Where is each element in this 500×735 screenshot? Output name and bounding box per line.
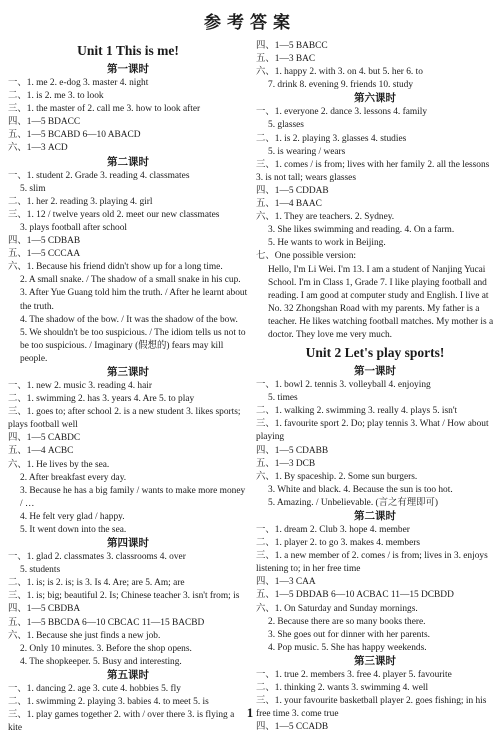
answer-line: 五、1—3 BAC bbox=[256, 54, 316, 65]
answer-line: 4. The shadow of the bow. / It was the shadow of the bow. bbox=[20, 314, 238, 325]
answer-line: 一、1. dream 2. Club 3. hope 4. member bbox=[256, 525, 410, 535]
answer-line: 四、1—5 CDDAB bbox=[256, 185, 329, 196]
answer-line: 四、1—5 BABCC bbox=[256, 41, 328, 51]
answer-line: 4. The shopkeeper. 5. Busy and interesting. bbox=[20, 656, 182, 667]
answer-line: 一、1. dancing 2. age 3. cute 4. hobbies 5. fly bbox=[8, 683, 181, 694]
answer-line: 5. times bbox=[268, 393, 298, 404]
answer-line: 一、1. me 2. e-dog 3. master 4. night bbox=[8, 78, 149, 88]
answer-line: 三、1. the master of 2. call me 3. how to look after bbox=[8, 104, 201, 115]
answer-line: 一、1. bowl 2. tennis 3. volleyball 4. enjoying bbox=[256, 380, 431, 391]
answer-line: 一、1. glad 2. classmates 3. classrooms 4. over bbox=[8, 552, 186, 563]
answer-line: 2. A small snake. / The shadow of a small snake in his cup. bbox=[20, 275, 241, 286]
lesson-heading: 第二课时 bbox=[354, 511, 396, 522]
answer-line: 三、1. favourite sport 2. Do; play tennis 3. What / How about playing bbox=[256, 419, 489, 443]
answer-line: 三、1. your favourite basketball player 2. goes fishing; in his free time 3. come true bbox=[256, 696, 487, 720]
lesson-heading: 第一课时 bbox=[354, 366, 396, 378]
lesson-heading: 第三课时 bbox=[354, 655, 396, 667]
answer-line: 四、1—5 CCADB bbox=[256, 722, 329, 733]
answer-line: 二、1. her 2. reading 3. playing 4. girl bbox=[8, 196, 153, 207]
answer-line: 一、1. new 2. music 3. reading 4. hair bbox=[8, 380, 152, 391]
answer-line: 三、1. 12 / twelve years old 2. meet our new classmates bbox=[8, 209, 220, 220]
answer-line: 五、1—5 CCCAA bbox=[8, 249, 81, 260]
answer-line: 七、One possible version: bbox=[256, 251, 356, 262]
answer-line: 三、1. goes to; after school 2. is a new student 3. likes sports; plays football well bbox=[8, 407, 241, 431]
answer-line: 5. We shouldn't be too suspicious. / The idiom tells us not to be too suspicious. / Imaginary (假想的) fears may kill people. bbox=[20, 327, 246, 364]
lesson-heading: 第一课时 bbox=[107, 64, 149, 75]
answer-line: 一、1. student 2. Grade 3. reading 4. classmates bbox=[8, 170, 190, 181]
answer-line: 四、1—3 CAA bbox=[256, 577, 316, 588]
answer-line: 六、1. Because she just finds a new job. bbox=[8, 630, 161, 641]
unit-heading: Unit 2 Let's play sports! bbox=[305, 345, 445, 361]
answer-line: 5. He wants to work in Beijing. bbox=[268, 238, 386, 249]
answer-line: 三、1. comes / is from; lives with her family 2. all the lessons 3. is not tall; wears glasses bbox=[256, 159, 490, 183]
answer-line: 5. It went down into the sea. bbox=[20, 525, 127, 535]
page-number: 1 bbox=[246, 705, 254, 720]
answer-line: 六、1. On Saturday and Sunday mornings. bbox=[256, 603, 418, 614]
answer-line: 三、1. a new member of 2. comes / is from; lives in 3. enjoys listening to; in her free time bbox=[256, 551, 488, 575]
answer-line: 2. Because there are so many books there. bbox=[268, 616, 426, 627]
left-column bbox=[8, 40, 248, 735]
answer-line: 五、1—4 ACBC bbox=[8, 446, 74, 457]
answer-line: 5. glasses bbox=[268, 120, 304, 131]
answer-line: 六、1. Because his friend didn't show up for a long time. bbox=[8, 262, 223, 273]
answer-line: 二、1. is; is 2. is; is 3. Is 4. Are; are 5. Am; are bbox=[8, 578, 185, 589]
answer-line: 二、1. walking 2. swimming 3. really 4. plays 5. isn't bbox=[256, 406, 458, 417]
answer-line: 5. Amazing. / Unbelievable. (言之有理即可) bbox=[268, 497, 439, 508]
answer-line: 四、1—5 CDABB bbox=[256, 445, 329, 456]
answer-line: 三、1. play games together 2. with / over there 3. is flying a kite bbox=[8, 710, 235, 734]
answer-line: 5. students bbox=[20, 565, 61, 576]
answer-line: 五、1—5 DBDAB 6—10 ACBAC 11—15 DCBDD bbox=[256, 590, 454, 601]
answer-line: 一、1. everyone 2. dance 3. lessons 4. family bbox=[256, 107, 428, 118]
unit-heading: Unit 1 This is me! bbox=[77, 43, 179, 58]
answer-line: 7. drink 8. evening 9. friends 10. study bbox=[268, 80, 414, 91]
lesson-heading: 第四课时 bbox=[107, 538, 149, 550]
answer-line: 四、1—5 BDACC bbox=[8, 117, 81, 128]
answer-line: 3. She goes out for dinner with her parents. bbox=[268, 629, 430, 640]
answer-line: 二、1. swimming 2. playing 3. babies 4. to meet 5. is bbox=[8, 697, 209, 708]
answer-line: 二、1. thinking 2. wants 3. swimming 4. well bbox=[256, 683, 429, 694]
answer-line: 四、1—5 CDBAB bbox=[8, 236, 81, 247]
answer-line: 六、1. By spaceship. 2. Some sun burgers. bbox=[256, 471, 418, 482]
lesson-heading: 第三课时 bbox=[107, 366, 149, 378]
answer-line: 二、1. is 2. playing 3. glasses 4. studies bbox=[256, 133, 407, 144]
answer-line: 4. Pop music. 5. She has happy weekends. bbox=[268, 642, 427, 653]
answer-line: 二、1. swimming 2. has 3. years 4. Are 5. to play bbox=[8, 394, 195, 405]
lesson-heading: 第六课时 bbox=[354, 93, 396, 105]
answer-line: 3. White and black. 4. Because the sun is too hot. bbox=[268, 484, 453, 495]
answer-line: 五、1—3 DCB bbox=[256, 458, 316, 469]
answer-line: 四、1—5 CBDBA bbox=[8, 604, 81, 615]
right-column bbox=[256, 40, 494, 734]
answer-line: 四、1—5 CABDC bbox=[8, 433, 81, 444]
page-title: 参考答案 bbox=[204, 13, 296, 33]
answer-line: 五、1—4 BAAC bbox=[256, 199, 322, 210]
answer-line: 六、1—3 ACD bbox=[8, 143, 68, 154]
lesson-heading: 第五课时 bbox=[107, 669, 149, 681]
answer-line: 六、1. They are teachers. 2. Sydney. bbox=[256, 212, 395, 223]
answer-line: Hello, I'm Li Wei. I'm 13. I am a student of Nanjing Yucai School. I'm in Class 1, Grade 7. I like playing football and reading. I am good at computer study and English. I live at No. 32 Zhongshan Road with my parents. My father is a teacher. He likes watching football matches. My mother is a doctor. They love me very much. bbox=[268, 264, 494, 340]
answer-line: 六、1. He lives by the sea. bbox=[8, 459, 110, 470]
answer-line: 3. She likes swimming and reading. 4. On a farm. bbox=[268, 225, 455, 236]
answer-line: 六、1. happy 2. with 3. on 4. but 5. her 6. to bbox=[256, 67, 423, 78]
answer-line: 2. Only 10 minutes. 3. Before the shop opens. bbox=[20, 643, 192, 654]
answer-line: 3. After Yue Guang told him the truth. / After he learnt about the truth. bbox=[20, 288, 248, 312]
lesson-heading: 第二课时 bbox=[107, 156, 149, 168]
answer-line: 3. Because he has a big family / wants to make more money / … bbox=[20, 485, 246, 509]
answer-line: 五、1—5 BCABD 6—10 ABACD bbox=[8, 130, 141, 141]
answer-line: 4. He felt very glad / happy. bbox=[20, 511, 125, 522]
answer-line: 一、1. true 2. members 3. free 4. player 5. favourite bbox=[256, 669, 452, 680]
answer-line: 二、1. is 2. me 3. to look bbox=[8, 91, 104, 102]
answer-line: 3. plays football after school bbox=[20, 222, 128, 233]
answer-line: 二、1. player 2. to go 3. makes 4. members bbox=[256, 538, 421, 549]
answer-line: 2. After breakfast every day. bbox=[20, 472, 127, 483]
answer-line: 5. slim bbox=[20, 183, 46, 194]
answer-line: 三、1. is; big; beautiful 2. Is; Chinese teacher 3. isn't from; is bbox=[8, 591, 240, 602]
answer-line: 5. is wearing / wears bbox=[268, 146, 346, 157]
answer-line: 五、1—5 BBCDA 6—10 CBCAC 11—15 BACBD bbox=[8, 617, 205, 628]
